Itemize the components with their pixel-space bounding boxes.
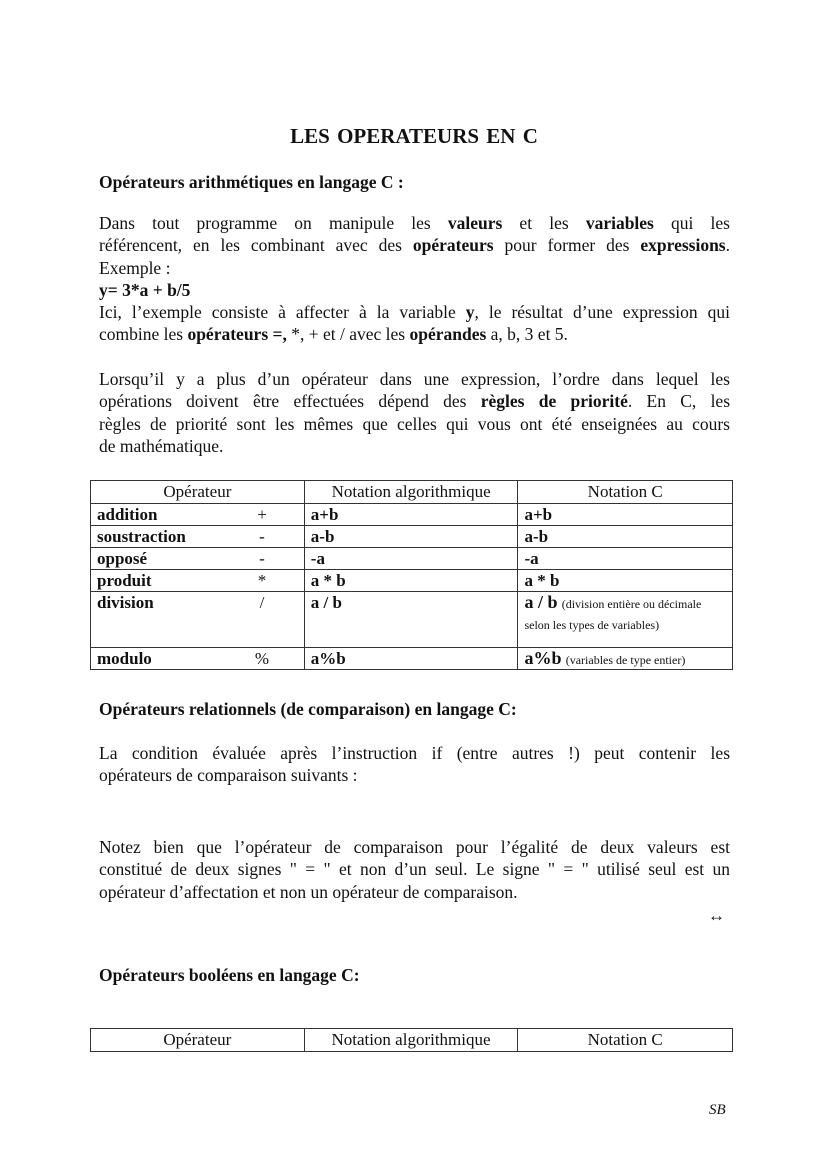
text-line <box>99 390 730 412</box>
boolean-operators-table <box>90 1028 733 1052</box>
bold-term-y: y <box>465 302 475 323</box>
operator-symbol: / <box>259 593 265 612</box>
column-header: Notation algorithmique <box>304 481 518 504</box>
operator-symbol: % <box>254 649 270 668</box>
example-expression <box>99 279 730 301</box>
c-notation-cell <box>518 648 733 670</box>
paragraph-priority <box>99 368 730 457</box>
algo-notation-cell: a / b <box>304 592 518 648</box>
text: . En C, les <box>627 391 731 412</box>
column-header: Notation algorithmique <box>304 1029 518 1052</box>
section-heading-boolean: Opérateurs booléens en langage C: <box>99 965 360 985</box>
algo-notation-cell: -a <box>304 548 518 570</box>
text: qui les <box>653 213 730 233</box>
algo-notation-cell: a-b <box>304 526 518 548</box>
operator-cell <box>91 570 305 592</box>
bold-term-variables: variables <box>585 213 654 233</box>
c-notation: a / b <box>524 592 558 612</box>
paragraph-intro <box>99 212 730 346</box>
section-heading-arithmetic: Opérateurs arithmétiques en langage C : <box>99 172 404 192</box>
text-line <box>99 212 730 234</box>
table-header-row <box>91 481 733 504</box>
text: référencent, en les combinant avec des <box>99 235 413 256</box>
footnote: (variables de type entier) <box>565 653 686 667</box>
text: *, + et / avec les <box>286 324 410 345</box>
operator-name: addition <box>97 505 158 524</box>
bold-term-operateurs: opérateurs =, <box>187 324 287 345</box>
text-line <box>99 234 730 256</box>
column-header: Opérateur <box>91 1029 305 1052</box>
page-title: LES OPERATEURS EN C <box>290 124 538 148</box>
operator-symbol: * <box>257 571 267 590</box>
text-line: constitué de deux signes " = " et non d’un seul. Le signe " = " utilisé seul est un <box>99 859 730 880</box>
paragraph-equality-note <box>99 836 730 903</box>
table-row <box>91 526 733 548</box>
c-notation-cell: -a <box>518 548 733 570</box>
text-line <box>99 301 730 323</box>
table-row <box>91 592 733 648</box>
text-line: de mathématique. <box>99 435 224 456</box>
c-notation-cell: a * b <box>518 570 733 592</box>
c-notation-cell: a+b <box>518 504 733 526</box>
operator-cell <box>91 548 305 570</box>
text-line: Notez bien que l’opérateur de comparaison pour l’égalité de deux valeurs est <box>99 837 730 857</box>
operator-symbol: - <box>259 527 265 546</box>
operator-cell <box>91 648 305 670</box>
operator-cell <box>91 526 305 548</box>
text: Ici, l’exemple consiste à affecter à la variable <box>99 302 466 323</box>
text-line: La condition évaluée après l’instruction if (entre autres !) peut contenir les <box>99 743 730 763</box>
text: , le résultat d’une expression qui <box>474 302 730 323</box>
text: et les <box>502 213 586 233</box>
left-right-arrow-icon: ↔ <box>708 906 725 925</box>
operator-cell <box>91 592 305 648</box>
operator-name: modulo <box>97 649 152 668</box>
algo-notation-cell: a%b <box>304 648 518 670</box>
c-notation: a%b <box>524 648 562 668</box>
table-row <box>91 548 733 570</box>
column-header: Notation C <box>518 1029 733 1052</box>
bold-term-expressions: expressions <box>640 235 726 256</box>
column-header: Opérateur <box>91 481 305 504</box>
operator-name: opposé <box>97 549 148 568</box>
bold-term-operandes: opérandes <box>409 324 487 345</box>
arithmetic-operators-table <box>90 480 733 670</box>
footer-signature: SB <box>709 1102 726 1118</box>
column-header: Notation C <box>518 481 733 504</box>
footnote: (division entière ou décimale selon les types de variables) <box>524 597 702 632</box>
c-notation-cell: a-b <box>518 526 733 548</box>
table-row <box>91 570 733 592</box>
text: . <box>725 235 730 256</box>
operator-name: division <box>97 593 154 612</box>
bold-term-valeurs: valeurs <box>447 213 503 233</box>
bold-term-regles-priorite: règles de priorité <box>480 391 628 412</box>
operator-cell <box>91 504 305 526</box>
operator-symbol: - <box>259 549 265 568</box>
text: pour former des <box>493 235 641 256</box>
table-row <box>91 648 733 670</box>
text-line: opérateurs de comparaison suivants : <box>99 765 358 786</box>
algo-notation-cell: a+b <box>304 504 518 526</box>
bold-term-operateurs: opérateurs <box>412 235 494 256</box>
section-heading-relational: Opérateurs relationnels (de comparaison) en langage C: <box>99 699 517 719</box>
operator-symbol: + <box>257 505 267 524</box>
text-line: Exemple : <box>99 257 171 278</box>
table-row <box>91 504 733 526</box>
text: combine les <box>99 324 188 345</box>
algo-notation-cell: a * b <box>304 570 518 592</box>
text: a, b, 3 et 5. <box>486 324 568 345</box>
text-line: Lorsqu’il y a plus d’un opérateur dans une expression, l’ordre dans lequel les <box>99 369 730 389</box>
operator-name: soustraction <box>97 527 186 546</box>
text: opérations doivent être effectuées dépend des <box>99 391 481 412</box>
table-header-row <box>91 1029 733 1052</box>
c-notation-cell <box>518 592 733 648</box>
text-line: opérateur d’affectation et non un opérateur de comparaison. <box>99 881 518 902</box>
text-line: règles de priorité sont les mêmes que celles qui vous ont été enseignées au cours <box>99 413 730 434</box>
operator-name: produit <box>97 571 152 590</box>
example-code: y= 3*a + b/5 <box>99 279 191 300</box>
text: Dans tout programme on manipule les <box>99 213 448 233</box>
text-line <box>99 323 730 345</box>
paragraph-condition <box>99 742 730 787</box>
